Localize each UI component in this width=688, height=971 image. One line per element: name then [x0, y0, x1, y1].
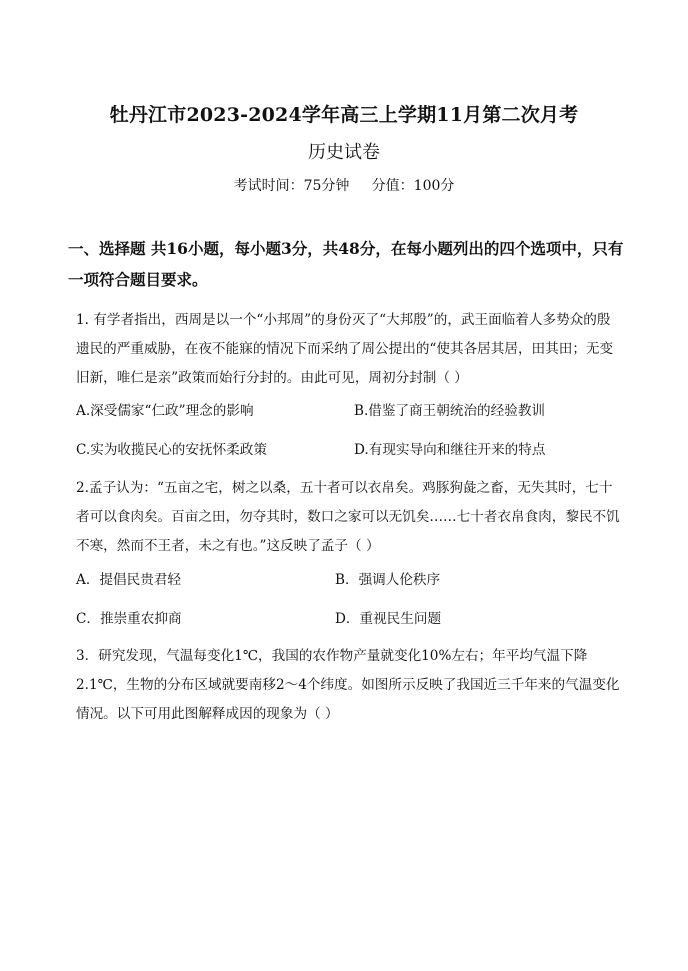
question-2-option-d: D．重视民生问题	[335, 611, 442, 627]
exam-title: 牡丹江市2023-2024学年高三上学期11月第二次月考	[109, 104, 579, 126]
question-1-option-b: B.借鉴了商王朝统治的经验教训	[354, 403, 546, 419]
exam-subject: 历史试卷	[308, 142, 380, 163]
question-2-option-a: A．提倡民贵君轻	[76, 572, 181, 588]
question-1-option-c: C.实为收揽民心的安抚怀柔政策	[76, 442, 267, 458]
question-2-option-b: B．强调人伦秩序	[335, 572, 441, 588]
question-3-stem: 3．研究发现，气温每变化1℃，我国的农作物产量就变化10%左右；年平均气温下降2.1℃，生物的分布区域就要南移2～4个纬度。如图所示反映了我国近三千年来的气温变化情况。以下可用此图解释成因的现象为（ ）	[76, 648, 620, 722]
question-1-option-d: D.有现实导向和继往开来的特点	[354, 442, 546, 458]
section-heading: 一、选择题 共16小题，每小题3分，共48分，在每小题列出的四个选项中，只有一项符合题目要求。	[68, 239, 624, 289]
question-1-option-a: A.深受儒家“仁政”理念的影响	[76, 403, 254, 419]
exam-meta: 考试时间：75分钟 分值：100分	[233, 178, 455, 194]
question-2-option-c: C．推崇重农抑商	[76, 611, 182, 627]
question-2-stem: 2.孟子认为：“五亩之宅，树之以桑，五十者可以衣帛矣。鸡豚狗彘之畜，无失其时，七十者可以食肉矣。百亩之田，勿夺其时，数口之家可以无饥矣……七十者衣帛食肉，黎民不饥不寒，然而不王者，未之有也。”这反映了孟子（ ）	[76, 480, 620, 554]
question-1-stem: 1. 有学者指出，西周是以一个“小邦周”的身份灭了“大邦殷”的，武王面临着人多势众的殷遗民的严重威胁，在夜不能寐的情况下而采纳了周公提出的“使其各居其居，田其田；无变旧新，唯仁是亲”政策而始行分封的。由此可见，周初分封制（ ）	[76, 312, 614, 386]
